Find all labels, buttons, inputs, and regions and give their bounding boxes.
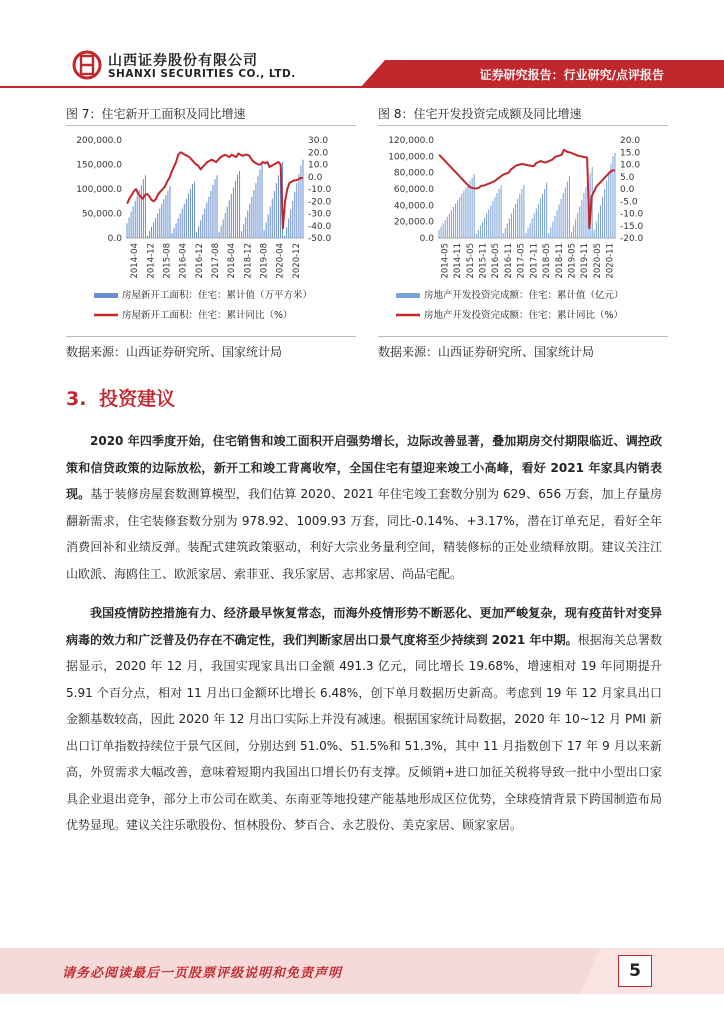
x-axis-tick-label: 2014-11 — [453, 243, 464, 279]
bar-mark — [519, 194, 520, 238]
bar-mark — [575, 219, 576, 238]
bar-mark — [262, 165, 263, 239]
company-logo-icon — [72, 50, 102, 80]
bar-mark — [552, 222, 553, 238]
left-axis-tick-label: 120,000.0 — [388, 136, 434, 146]
bar-mark — [598, 214, 599, 239]
right-axis-tick-label: 15.0 — [620, 148, 641, 159]
paragraph-1 — [66, 428, 662, 587]
bar-mark — [257, 176, 258, 238]
bar-mark — [266, 222, 267, 238]
section-title: 投资建议 — [99, 388, 176, 410]
paragraph-2-lead: 我国疫情防控措施有力、经济最早恢复常态，而海外疫情形势不断恶化、更加严峻复杂，现有疫苗针对变异病毒的效力和广泛普及仍存在不确定性，我们判断家居出口景气度将至少持续到 2021 年中期。 — [66, 606, 662, 647]
bar-mark — [294, 192, 295, 238]
bar-mark — [214, 179, 215, 238]
bar-mark — [196, 232, 197, 238]
bar-mark — [290, 210, 291, 238]
bar-mark — [247, 211, 248, 238]
x-axis-tick-label: 2019-05 — [567, 243, 578, 279]
x-axis-tick-label: 2014-05 — [440, 243, 451, 279]
figure-7-source: 数据来源：山西证券研究所、国家统计局 — [66, 345, 283, 359]
bar-mark — [229, 200, 230, 238]
bar-mark — [556, 210, 557, 238]
bar-mark — [453, 207, 454, 238]
bar-mark — [573, 226, 574, 238]
bar-mark — [463, 191, 464, 238]
bar-mark — [251, 197, 252, 238]
paragraph-1-body: 基于装修房屋套数测算模型，我们估算 2020、2021 年住宅竣工套数分别为 629、656 万套，加上存量房翻新需求，住宅装修套数分别为 978.92、1009.93 万套，同比-0.14%、+3.17%，潜在订单充足，看好全年消费回补和业绩反弹。装配式建筑政策驱动，利好大宗业务量利空间，精装修标的正处业绩释放期。建议关注江山欧派、海鸥住工、欧派家居、索菲亚、我乐家居、志邦家居、尚品宅配。 — [66, 487, 662, 581]
bar-mark — [561, 199, 562, 238]
bar-mark — [445, 220, 446, 238]
bar-mark — [176, 223, 177, 238]
right-axis-tick-label: -50.0 — [308, 234, 332, 244]
x-axis-tick-label: 2015-11 — [478, 243, 489, 279]
bar-mark — [161, 204, 162, 238]
bar-mark — [583, 193, 584, 238]
bar-mark — [169, 186, 170, 238]
bar-mark — [546, 182, 547, 238]
bar-mark — [167, 190, 168, 238]
bar-mark — [200, 220, 201, 238]
bar-mark — [540, 199, 541, 238]
figure-7-title: 图 7：住宅新开工面积及同比增速 — [66, 107, 246, 121]
bar-mark — [243, 224, 244, 238]
bar-mark — [542, 194, 543, 238]
bar-mark — [188, 194, 189, 238]
bar-mark — [550, 227, 551, 238]
bar-mark — [534, 214, 535, 239]
bar-mark — [521, 189, 522, 238]
bar-mark — [221, 226, 222, 238]
bar-mark — [494, 197, 495, 238]
paragraph-1-lead: 2020 年四季度开始，住宅销售和竣工面积开启强势增长，边际改善显著，叠加期房交付期限临近、调控政策和信贷政策的边际放松，新开工和竣工背离收窄，全国住宅有望迎来竣工小高峰，看好 2021 年家具内销表现。 — [66, 434, 662, 501]
left-axis-tick-label: 100,000.0 — [76, 185, 122, 195]
x-axis-tick-label: 2020-04 — [275, 243, 286, 279]
right-axis-tick-label: 20.0 — [308, 148, 329, 159]
bar-mark — [180, 214, 181, 239]
x-axis-tick-label: 2016-05 — [491, 243, 502, 279]
right-axis-tick-label: -20.0 — [620, 234, 644, 244]
bar-mark — [245, 217, 246, 238]
bar-mark — [198, 226, 199, 238]
bar-mark — [184, 204, 185, 238]
legend-bar-swatch — [396, 293, 420, 298]
left-axis-tick-label: 20,000.0 — [393, 217, 434, 228]
legend-label: 房地产开发投资完成额：住宅：累计值（亿元） — [424, 290, 624, 301]
bar-mark — [439, 230, 440, 238]
right-axis-tick-label: -30.0 — [308, 209, 332, 220]
bar-mark — [190, 189, 191, 238]
x-axis-tick-label: 2018-11 — [554, 243, 565, 279]
bar-mark — [151, 227, 152, 238]
figure-8-source: 数据来源：山西证券研究所、国家统计局 — [378, 345, 595, 359]
bar-mark — [515, 204, 516, 238]
bar-mark — [470, 181, 471, 238]
bar-mark — [612, 156, 613, 238]
x-axis-tick-label: 2015-05 — [465, 243, 476, 279]
bar-mark — [135, 201, 136, 238]
bar-mark — [544, 189, 545, 238]
paragraph-2-body: 根据海关总署数据显示，2020 年 12 月，我国实现家具出口金额 491.3 亿元，同比增长 19.68%，增速相对 19 年同期提升 5.91 个百分点，相对 11 月出口金额环比增长 6.48%，创下单月数据历史新高。考虑到 19 年 12 月家具出口金额基数较高，因此 2020 年 12 月出口实际上并没有减速。根据国家统计局数据，2020 年 10~12 月 PMI 新出口订单指数持续位于景气区间，分别达到 51.0%、51.5%和 51.3%，其中 11 月指数创下 17 年 9 月以来新高，外贸需求大幅改善，意味着短期内我国出口增长仍有支撑。反倾销+进口加征关税将导致一批中小型出口家具企业退出竞争，部分上市公司在欧美、东南亚等地投建产能基地形成区位优势，全球疫情背景下跨国制造布局优势显现。建议关注乐歌股份、恒林股份、梦百合、永艺股份、美克家居、顾家家居。 — [66, 632, 662, 832]
right-axis-tick-label: 10.0 — [308, 160, 329, 171]
bar-mark — [133, 207, 134, 238]
bar-mark — [137, 196, 138, 238]
bar-mark — [260, 169, 261, 238]
bar-mark — [472, 178, 473, 238]
company-name-cn: 山西证券股份有限公司 — [108, 53, 258, 69]
section-heading — [66, 384, 175, 411]
x-axis-tick-label: 2019-11 — [580, 243, 591, 279]
bar-mark — [268, 214, 269, 238]
bar-mark — [594, 230, 595, 238]
figure-8-chart — [378, 128, 668, 333]
bar-mark — [288, 218, 289, 238]
bar-mark — [210, 191, 211, 238]
bar-mark — [233, 188, 234, 238]
bar-mark — [604, 189, 605, 238]
bar-mark — [579, 206, 580, 238]
bar-mark — [253, 190, 254, 238]
bar-mark — [503, 233, 504, 238]
bar-mark — [153, 222, 154, 238]
bar-mark — [608, 173, 609, 238]
bar-mark — [165, 195, 166, 238]
legend-label: 房屋新开工面积：住宅：累计同比（%） — [122, 310, 293, 321]
figure-8-title: 图 8：住宅开发投资完成额及同比增速 — [378, 107, 582, 121]
bar-mark — [231, 194, 232, 238]
bar-mark — [457, 200, 458, 238]
bar-mark — [478, 230, 479, 238]
right-axis-tick-label: 10.0 — [620, 160, 641, 171]
bar-mark — [496, 193, 497, 238]
bar-mark — [476, 234, 477, 238]
right-axis-tick-label: -10.0 — [620, 209, 644, 220]
bar-mark — [255, 183, 256, 238]
right-axis-tick-label: 30.0 — [308, 136, 329, 146]
company-name-en: SHANXI SECURITIES CO., LTD. — [108, 68, 296, 80]
bar-mark — [141, 185, 142, 238]
bar-mark — [459, 197, 460, 238]
left-axis-tick-label: 60,000.0 — [393, 185, 434, 195]
bar-mark — [163, 199, 164, 238]
bar-mark — [465, 187, 466, 238]
bar-mark — [147, 236, 148, 238]
bar-mark — [239, 171, 240, 238]
left-axis-tick-label: 0.0 — [419, 234, 434, 244]
bar-mark — [523, 185, 524, 238]
bar-mark — [274, 191, 275, 238]
x-axis-tick-label: 2014-12 — [146, 243, 157, 279]
right-axis-tick-label: 5.0 — [620, 172, 635, 183]
x-axis-tick-label: 2018-04 — [227, 243, 238, 279]
bar-mark — [532, 218, 533, 238]
bar-mark — [581, 200, 582, 238]
x-axis-tick-label: 2017-11 — [529, 243, 540, 279]
legend-bar-swatch — [94, 293, 118, 298]
bar-mark — [505, 228, 506, 238]
bar-mark — [178, 218, 179, 238]
bar-mark — [596, 222, 597, 238]
bar-mark — [174, 228, 175, 238]
report-type-label: 证券研究报告：行业研究/点评报告 — [479, 68, 664, 82]
bar-mark — [192, 184, 193, 238]
bar-mark — [298, 174, 299, 238]
left-axis-tick-label: 50,000.0 — [81, 209, 122, 220]
bar-mark — [225, 213, 226, 238]
x-axis-tick-label: 2019-08 — [259, 243, 270, 279]
section-number: 3. — [66, 388, 87, 410]
bar-mark — [202, 214, 203, 238]
bar-mark — [241, 231, 242, 238]
disclaimer-text: 请务必阅读最后一页股票评级说明和免责声明 — [62, 966, 343, 981]
bar-mark — [300, 165, 301, 238]
bar-mark — [511, 214, 512, 239]
bar-mark — [276, 183, 277, 238]
bar-mark — [569, 176, 570, 238]
bar-mark — [577, 213, 578, 238]
bar-mark — [600, 205, 601, 238]
bar-mark — [272, 199, 273, 238]
bar-mark — [461, 194, 462, 238]
page-number: 5 — [618, 955, 652, 987]
bar-mark — [486, 214, 487, 239]
bar-mark — [131, 212, 132, 238]
bar-mark — [451, 210, 452, 238]
bar-mark — [554, 216, 555, 238]
bar-mark — [159, 209, 160, 238]
x-axis-tick-label: 2016-04 — [178, 243, 189, 279]
bar-mark — [127, 223, 128, 238]
bar-mark — [449, 214, 450, 239]
left-axis-tick-label: 150,000.0 — [76, 160, 122, 171]
bar-mark — [204, 209, 205, 238]
x-axis-tick-label: 2017-05 — [516, 243, 527, 279]
bar-mark — [606, 181, 607, 238]
x-axis-tick-label: 2020-11 — [605, 243, 616, 279]
left-axis-tick-label: 0.0 — [107, 234, 122, 244]
legend-label: 房屋新开工面积：住宅：累计值（万平方米） — [122, 290, 313, 301]
bar-mark — [155, 218, 156, 238]
bar-mark — [614, 153, 615, 238]
bar-mark — [302, 160, 303, 238]
right-axis-tick-label: -15.0 — [620, 221, 644, 232]
bar-mark — [563, 193, 564, 238]
right-axis-tick-label: 0.0 — [620, 185, 635, 195]
bar-mark — [441, 227, 442, 238]
left-axis-tick-label: 100,000.0 — [388, 152, 434, 163]
bar-mark — [194, 182, 195, 238]
bar-mark — [536, 209, 537, 238]
bar-mark — [186, 199, 187, 238]
bar-mark — [219, 232, 220, 238]
bar-mark — [528, 228, 529, 238]
bar-mark — [223, 219, 224, 238]
right-axis-tick-label: 20.0 — [620, 136, 641, 146]
bar-mark — [249, 204, 250, 238]
bar-mark — [235, 181, 236, 238]
bar-mark — [490, 205, 491, 238]
bar-mark — [157, 214, 158, 239]
right-axis-tick-label: -20.0 — [308, 197, 332, 208]
bar-mark — [143, 179, 144, 238]
x-axis-tick-label: 2020-05 — [592, 243, 603, 279]
right-axis-tick-label: -10.0 — [308, 185, 332, 195]
left-axis-tick-label: 80,000.0 — [393, 168, 434, 179]
legend-label: 房地产开发投资完成额：住宅：累计同比（%） — [424, 310, 624, 321]
bar-mark — [217, 175, 218, 238]
bar-mark — [492, 201, 493, 238]
bar-mark — [443, 223, 444, 238]
bar-mark — [548, 233, 549, 238]
bar-mark — [139, 190, 140, 238]
x-axis-tick-label: 2017-08 — [211, 243, 221, 279]
bar-mark — [530, 223, 531, 238]
right-axis-tick-label: 0.0 — [308, 172, 323, 183]
bar-mark — [227, 207, 228, 238]
bar-mark — [145, 175, 146, 238]
bar-mark — [447, 217, 448, 238]
bar-mark — [467, 184, 468, 238]
bar-mark — [602, 197, 603, 238]
bar-mark — [206, 203, 207, 238]
bar-mark — [292, 201, 293, 238]
bar-mark — [571, 232, 572, 238]
bar-mark — [264, 230, 265, 238]
x-axis-tick-label: 2016-12 — [194, 243, 205, 279]
figure-7-chart — [66, 128, 356, 333]
bar-mark — [480, 226, 481, 238]
x-axis-tick-label: 2018-05 — [542, 243, 553, 279]
bar-mark — [484, 218, 485, 238]
bar-mark — [482, 222, 483, 238]
right-axis-tick-label: -40.0 — [308, 221, 332, 232]
x-axis-tick-label: 2015-08 — [162, 243, 173, 279]
bar-mark — [270, 207, 271, 238]
bar-mark — [474, 174, 475, 238]
x-axis-tick-label: 2020-12 — [291, 243, 302, 279]
left-axis-tick-label: 40,000.0 — [393, 201, 434, 212]
bar-mark — [507, 223, 508, 238]
bar-mark — [559, 205, 560, 238]
bar-mark — [567, 182, 568, 238]
bar-mark — [182, 209, 183, 238]
bar-mark — [488, 209, 489, 238]
bar-mark — [513, 209, 514, 238]
bar-mark — [172, 233, 173, 238]
bar-mark — [585, 187, 586, 238]
bar-mark — [212, 185, 213, 238]
bar-mark — [237, 175, 238, 238]
bar-mark — [284, 236, 285, 238]
bar-mark — [509, 218, 510, 238]
bar-mark — [208, 197, 209, 238]
bar-mark — [286, 227, 287, 238]
right-axis-tick-label: -5.0 — [620, 197, 638, 208]
bar-mark — [501, 186, 502, 238]
bar-mark — [525, 233, 526, 238]
bar-mark — [278, 175, 279, 238]
paragraph-2 — [66, 600, 662, 839]
bar-mark — [538, 204, 539, 238]
bar-mark — [455, 204, 456, 238]
bar-mark — [565, 187, 566, 238]
bar-mark — [499, 189, 500, 238]
bar-mark — [610, 165, 611, 239]
x-axis-tick-label: 2018-12 — [243, 243, 254, 279]
bar-mark — [149, 231, 150, 238]
bar-mark — [296, 183, 297, 238]
x-axis-tick-label: 2016-11 — [503, 243, 514, 279]
left-axis-tick-label: 200,000.0 — [76, 136, 122, 146]
bar-mark — [129, 217, 130, 238]
x-axis-tick-label: 2014-04 — [130, 243, 141, 279]
bar-mark — [517, 199, 518, 238]
